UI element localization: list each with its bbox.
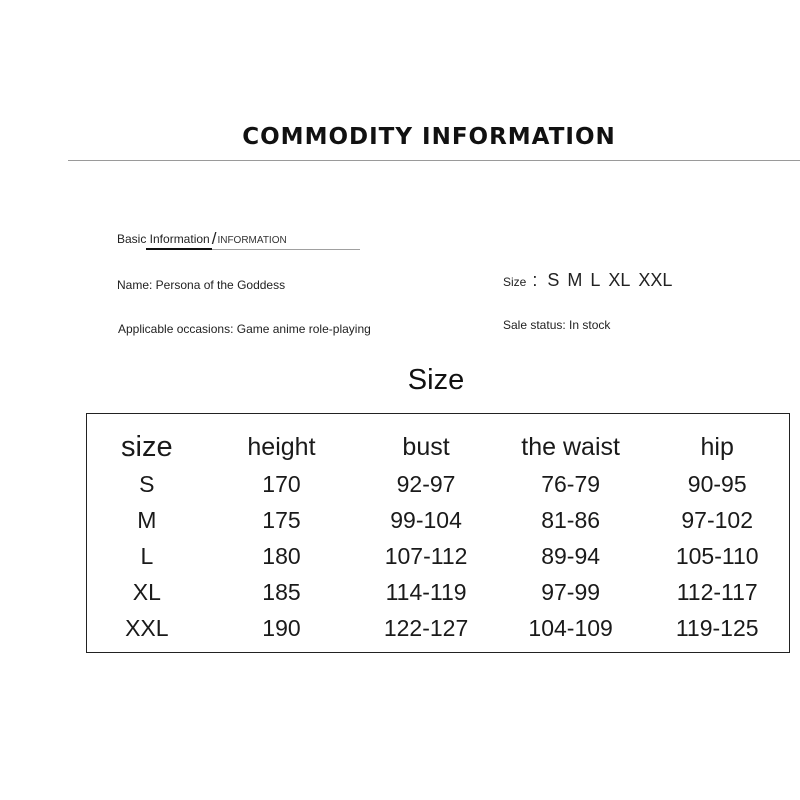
page-title: COMMODITY INFORMATION (242, 124, 616, 150)
cell-height: 185 (262, 578, 301, 605)
cell-bust: 92-97 (396, 470, 456, 497)
heading-divider-accent (146, 248, 212, 250)
column-header-waist: the waist (521, 432, 620, 461)
size-option: XL (608, 270, 631, 290)
size-chart-table (87, 428, 789, 646)
table-row (87, 538, 789, 574)
table-row (87, 574, 789, 610)
size-chart (86, 413, 790, 653)
size-chart-header-row (87, 428, 789, 466)
cell-height: 180 (262, 542, 301, 569)
section-heading (117, 228, 287, 248)
column-header-height: height (247, 432, 316, 461)
sale-status: Sale status: In stock (503, 318, 611, 332)
column-header-bust: bust (402, 432, 450, 461)
cell-size: L (140, 542, 154, 569)
section-heading-label: Basic Information (117, 232, 210, 246)
cell-bust: 122-127 (383, 614, 469, 641)
cell-waist: 104-109 (528, 614, 613, 641)
size-options (503, 270, 680, 291)
cell-size: S (139, 470, 155, 497)
cell-hip: 112-117 (676, 578, 758, 605)
cell-waist: 97-99 (541, 578, 601, 605)
cell-hip: 119-125 (675, 614, 759, 641)
section-heading-slash: / (211, 229, 217, 248)
size-chart-heading: Size (407, 364, 465, 396)
table-row (87, 502, 789, 538)
applicable-occasions: Applicable occasions: Game anime role-playing (118, 322, 371, 336)
table-row (87, 610, 789, 646)
table-row (87, 466, 789, 502)
size-option: M (567, 270, 583, 290)
cell-hip: 105-110 (675, 542, 759, 569)
size-option: L (590, 270, 601, 290)
cell-size: XXL (125, 614, 169, 641)
cell-size: M (137, 506, 157, 533)
cell-waist: 89-94 (541, 542, 601, 569)
cell-height: 175 (262, 506, 301, 533)
cell-waist: 76-79 (541, 470, 601, 497)
size-options-label: Size (503, 275, 527, 289)
size-option: XXL (638, 270, 673, 290)
product-name: Name: Persona of the Goddess (117, 278, 286, 292)
cell-hip: 90-95 (687, 470, 747, 497)
cell-waist: 81-86 (541, 506, 601, 533)
column-header-hip: hip (700, 432, 734, 461)
cell-height: 190 (262, 614, 301, 641)
cell-bust: 99-104 (390, 506, 462, 533)
size-options-colon: : (532, 270, 538, 290)
section-heading-sub: INFORMATION (217, 235, 287, 246)
cell-hip: 97-102 (681, 506, 754, 533)
cell-size: XL (132, 578, 161, 605)
cell-height: 170 (262, 470, 301, 497)
column-header-size: size (121, 430, 173, 463)
size-option: S (547, 270, 560, 290)
title-divider (68, 160, 800, 161)
cell-bust: 107-112 (384, 542, 468, 569)
cell-bust: 114-119 (385, 578, 467, 605)
